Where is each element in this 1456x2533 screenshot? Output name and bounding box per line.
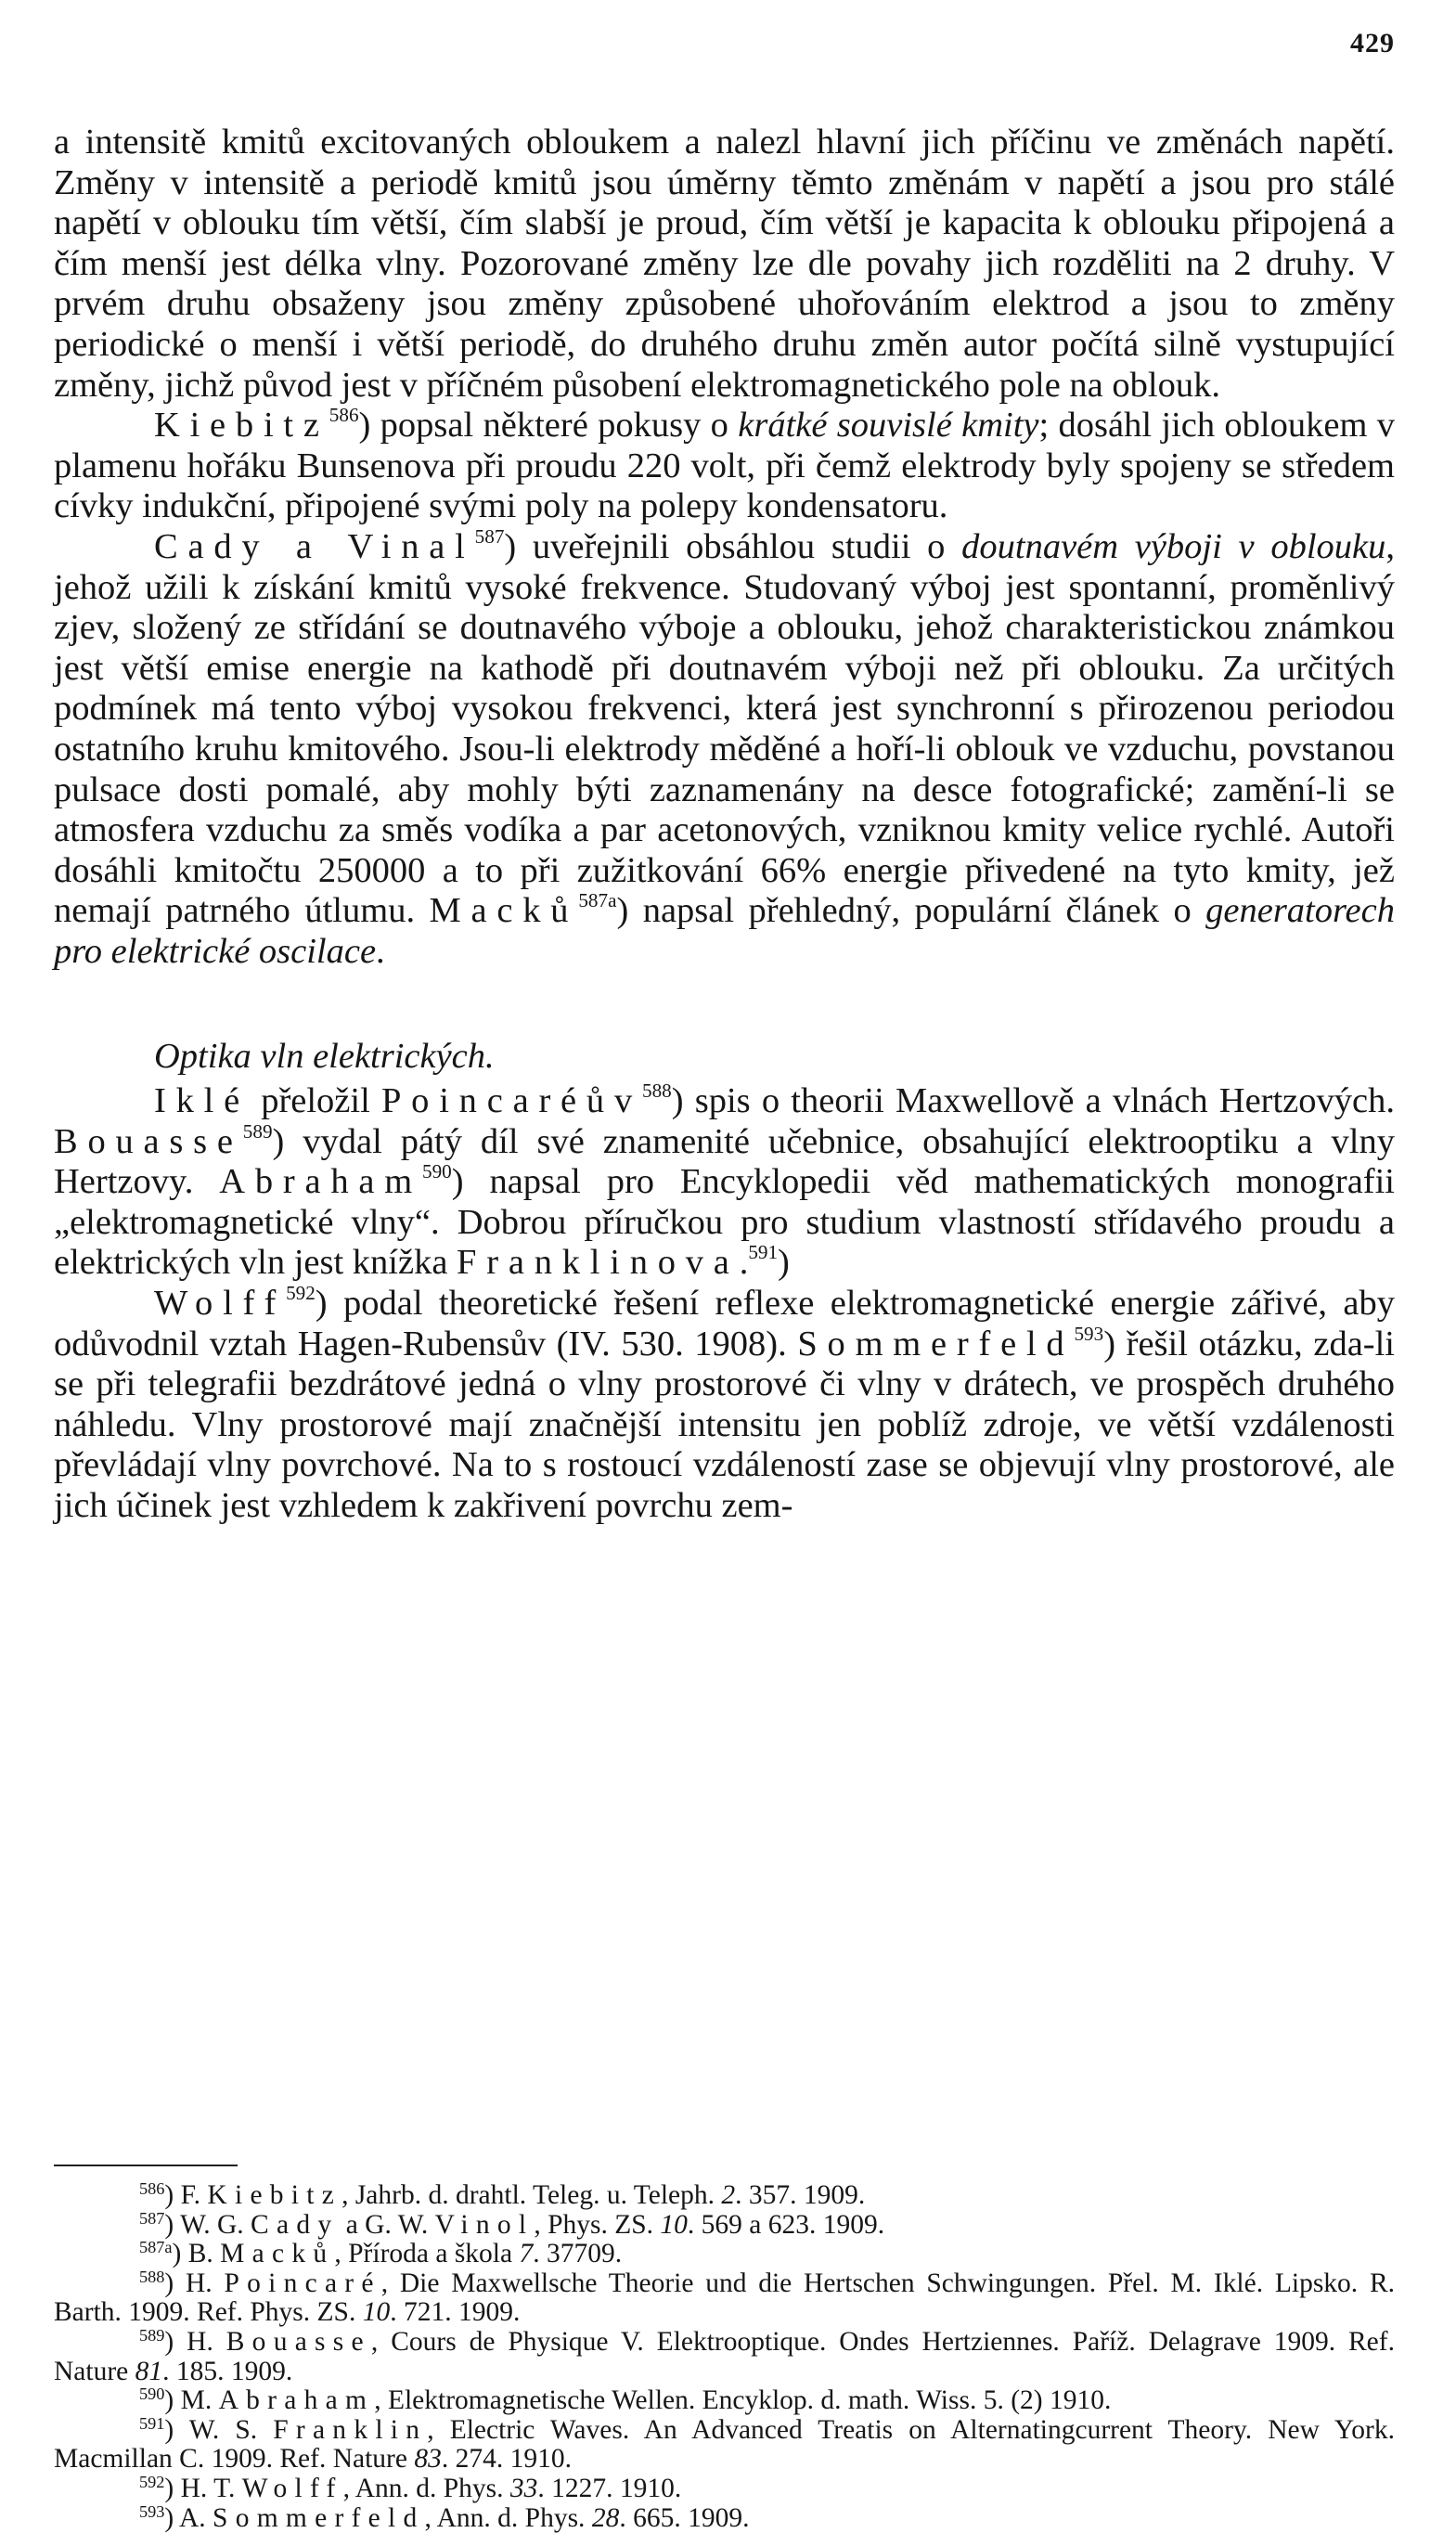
text-run: . 665. 1909. [619,2502,750,2533]
footnote [54,2386,1395,2416]
emphasis-text: generatorech pro elektrické oscilace [54,891,1395,971]
main-paragraphs [54,123,1395,972]
text-run: ) M. [164,2385,219,2416]
footnote-number: 590 [139,2384,165,2404]
footnote-reference: 591 [748,1241,779,1264]
author-name: Abraham [219,1162,422,1202]
text-run: ) spis o theorii Maxwellově a vlnách Hertzových. [671,1081,1395,1121]
text-run: ; dosáhl jich obloukem v plamenu hořáku Bunsenova při proudu 220 volt, při čemž elektrody byly spojeny se středem cívky indukční, připojené svými poly na polepy kondensatoru. [54,406,1395,526]
author-name: Bouasse [225,2326,371,2357]
footnote-reference: 592 [286,1282,316,1305]
footnote [54,2325,1395,2386]
paragraph [54,527,1395,973]
text-run: . 1227. 1910. [537,2473,682,2503]
footnote [54,2413,1395,2475]
emphasis-text: doutnavém výboji v oblouku [961,526,1386,566]
text-run: přeložil [249,1081,381,1121]
footnote-number: 591 [139,2413,165,2433]
text-run: , Jahrb. d. drahtl. Teleg. u. Teleph. [341,2180,722,2210]
author-name: Kiebitz [154,406,329,446]
footnote-number: 589 [139,2325,165,2345]
text-run: , Příroda a škola [334,2239,520,2269]
text-run: ) F. [164,2180,208,2210]
footnote-reference: 588 [641,1079,672,1103]
footnote-number: 593 [139,2501,165,2521]
footnote-reference: 586 [329,404,359,427]
author-name: Macků [429,891,579,931]
text-run: , Ann. d. Phys. [424,2502,592,2533]
footnote-number: 587 [139,2208,165,2228]
footnote [54,2501,1395,2533]
text-run: . 37709. [533,2239,623,2269]
footnote-number: 592 [139,2472,165,2491]
text-run: ) vydal pátý díl své znamenité učebnice, obsahující elektrooptiku a vlny Hertzovy. [54,1121,1395,1202]
author-name: Macků [220,2239,335,2269]
author-name: Iklé [154,1081,250,1121]
footnote [54,2208,1395,2241]
emphasis-text: 2 [721,2180,736,2210]
text-run: ) B. [172,2239,221,2269]
text-run: ) napsal pro Encyklopedii věd mathematických monografii „elektromagnetické vlny“. Dobrou příručkou pro studium vlastností střídavého proudu a elektrických vln jest knížka [54,1162,1395,1283]
text-run: , Cours de Physique V. Elektrooptique. Ondes Hertziennes. Paříž. Delagrave 1909. Ref. Nature [54,2326,1395,2386]
emphasis-text: krátké souvislé kmity [738,406,1039,446]
text-run: a intensitě kmitů excitovaných obloukem a nalezl hlavní jich příčinu ve změnách napětí. Změny v intensitě a periodě kmitů jsou úměrny těmto změnám v napětí a jsou pro stálé napětí v oblouku tím větší, čím slabší je proud, čím větší je kapacita k oblouku připojená a čím menší jest délka vlny. Pozorované změny lze dle povahy jich rozděliti na 2 druhy. V prvém druhu obsaženy jsou změny způsobené uhořováním elektrod a jsou to změny periodické o menší i větší periodě, do druhého druhu změn autor počítá silně vystupující změny, jichž původ jest v příčném působení elektromagnetického pole na oblouk. [54,123,1395,405]
author-name: Bouasse [54,1121,243,1161]
emphasis-text: 7 [519,2239,534,2269]
text-run: ) A. [164,2502,213,2533]
author-name: Sommerfeld [213,2502,425,2533]
paragraph [54,406,1395,527]
author-name: Sommerfeld [797,1324,1075,1363]
text-run: , jehož užili k získání kmitů vysoké frekvence. Studovaný výboj jest spontanní, proměnlivý zjev, složený ze střídání se doutnavého výboje a oblouku, jehož charakteristickou známkou jest větší emise energie na kathodě při doutnavém výboji než při oblouku. Za určitých podmínek má tento výboj vysokou frekvenci, která jest synchronní s přirozenou periodou ostatního kruhu kmitového. Jsou-li elektrody měděné a hoří-li oblouk ve vzduchu, povstanou pulsace dosti pomalé, aby mohly býti zaznamenány na desce fotografické; zamění-li se atmosfera vzduchu za směs vodíka a par acetonových, vzniknou kmity velice rychlé. Autoři dosáhli kmitočtu 250000 a to při zužitkování 66% energie přivedené na tyto kmity, jež nemají patrného útlumu. [54,526,1395,931]
text-run: ) řešil otázku, zda-li se při telegrafii bezdrátové jedná o vlny prostorové či vlny v drátech, ve prospěch druhého náhledu. Vlny prostorové mají značnější intensitu jen poblíž zdroje, ve větší vzdálenosti převládají vlny povrchové. Na to s rostoucí vzdáleností zase se objevují vlny prostorové, ale jich účinek jest vzhledem k zakřivení povrchu zem- [54,1324,1395,1525]
footnote [54,2472,1395,2504]
text-run: , Phys. ZS. [534,2209,661,2240]
text-run: ) W. S. [164,2414,274,2445]
author-name: Wolff [241,2473,343,2503]
emphasis-text: 33 [509,2473,538,2503]
footnote-reference: 590 [422,1160,452,1183]
text-run: ) podal theoretické řešení reflexe elektromagnetické energie zářivé, aby odůvodnil vztah Hagen-Rubensův (IV. 530. 1908). [54,1284,1395,1363]
emphasis-text: 83 [414,2444,442,2475]
footnote-divider [54,2165,238,2166]
text-run: . [739,1243,749,1283]
footnote-reference: 587a [578,889,617,912]
text-run: ) H. [164,2326,226,2357]
footnotes [54,2178,1395,2533]
text-run: ) [778,1243,790,1283]
text-run: ) uveřejnili obsáhlou studii o [504,526,962,566]
paragraph [54,1284,1395,1527]
footnote-number: 587a [139,2238,173,2257]
text-run: , Ann. d. Phys. [342,2473,510,2503]
footnote-reference: 589 [242,1119,273,1143]
author-name: Wolff [154,1284,287,1324]
text-run: ) popsal některé pokusy o [358,406,739,446]
footnote [54,2269,1395,2328]
text-run: , Elektromagnetische Wellen. Encyklop. d. math. Wiss. 5. (2) 1910. [374,2385,1112,2416]
text-run: ) napsal přehledný, populární článek o [616,891,1206,931]
paragraph [54,1081,1395,1284]
author-name: Vinol [434,2209,535,2240]
text-run: , Die Maxwellsche Theorie und die Hertschen Schwingungen. Přel. M. Iklé. Lipsko. R. Barth. 1909. Ref. Phys. ZS. [54,2268,1395,2328]
text-run: . 357. 1909. [735,2180,866,2210]
text-run: . 185. 1909. [162,2356,293,2386]
footnote-reference: 587 [474,525,505,549]
emphasis-text: 28 [591,2502,620,2533]
text-run: . 569 a 623. 1909. [687,2209,885,2240]
emphasis-text: 81 [135,2356,163,2386]
author-name: Franklin [273,2414,428,2445]
author-name: Abraham [218,2385,375,2416]
section-paragraphs [54,1081,1395,1527]
text-run: ) H. T. [164,2473,242,2503]
footnote [54,2240,1395,2269]
author-name: Cady a Vinal [154,526,475,566]
text-run: ) H. [164,2268,225,2298]
text-run: ) W. G. [164,2209,251,2240]
author-name: Kiebitz [207,2180,342,2210]
author-name: Poincaréův [380,1081,642,1121]
text-run: . 274. 1910. [441,2444,572,2475]
footnote-reference: 593 [1074,1322,1104,1345]
text-run: . 721. 1909. [390,2297,521,2328]
emphasis-text: 10 [660,2209,688,2240]
author-name: Franklinova [457,1243,740,1283]
emphasis-text: 10 [362,2297,391,2328]
body-text [54,123,1395,1527]
text-run: a G. W. [339,2209,435,2240]
text-run: , Electric Waves. An Advanced Treatis on Alternatingcurrent Theory. New York. Macmillan C. 1909. Ref. Nature [54,2414,1395,2475]
author-name: Cady [251,2209,340,2240]
author-name: Poincaré [224,2268,381,2298]
page-number: 429 [1350,28,1395,58]
section-heading: Optika vln elektrických. [154,1037,495,1077]
footnote-number: 588 [139,2267,165,2286]
paragraph [54,123,1395,406]
text-run: . [376,931,385,971]
footnote [54,2178,1395,2211]
footnote-number: 586 [139,2178,165,2198]
